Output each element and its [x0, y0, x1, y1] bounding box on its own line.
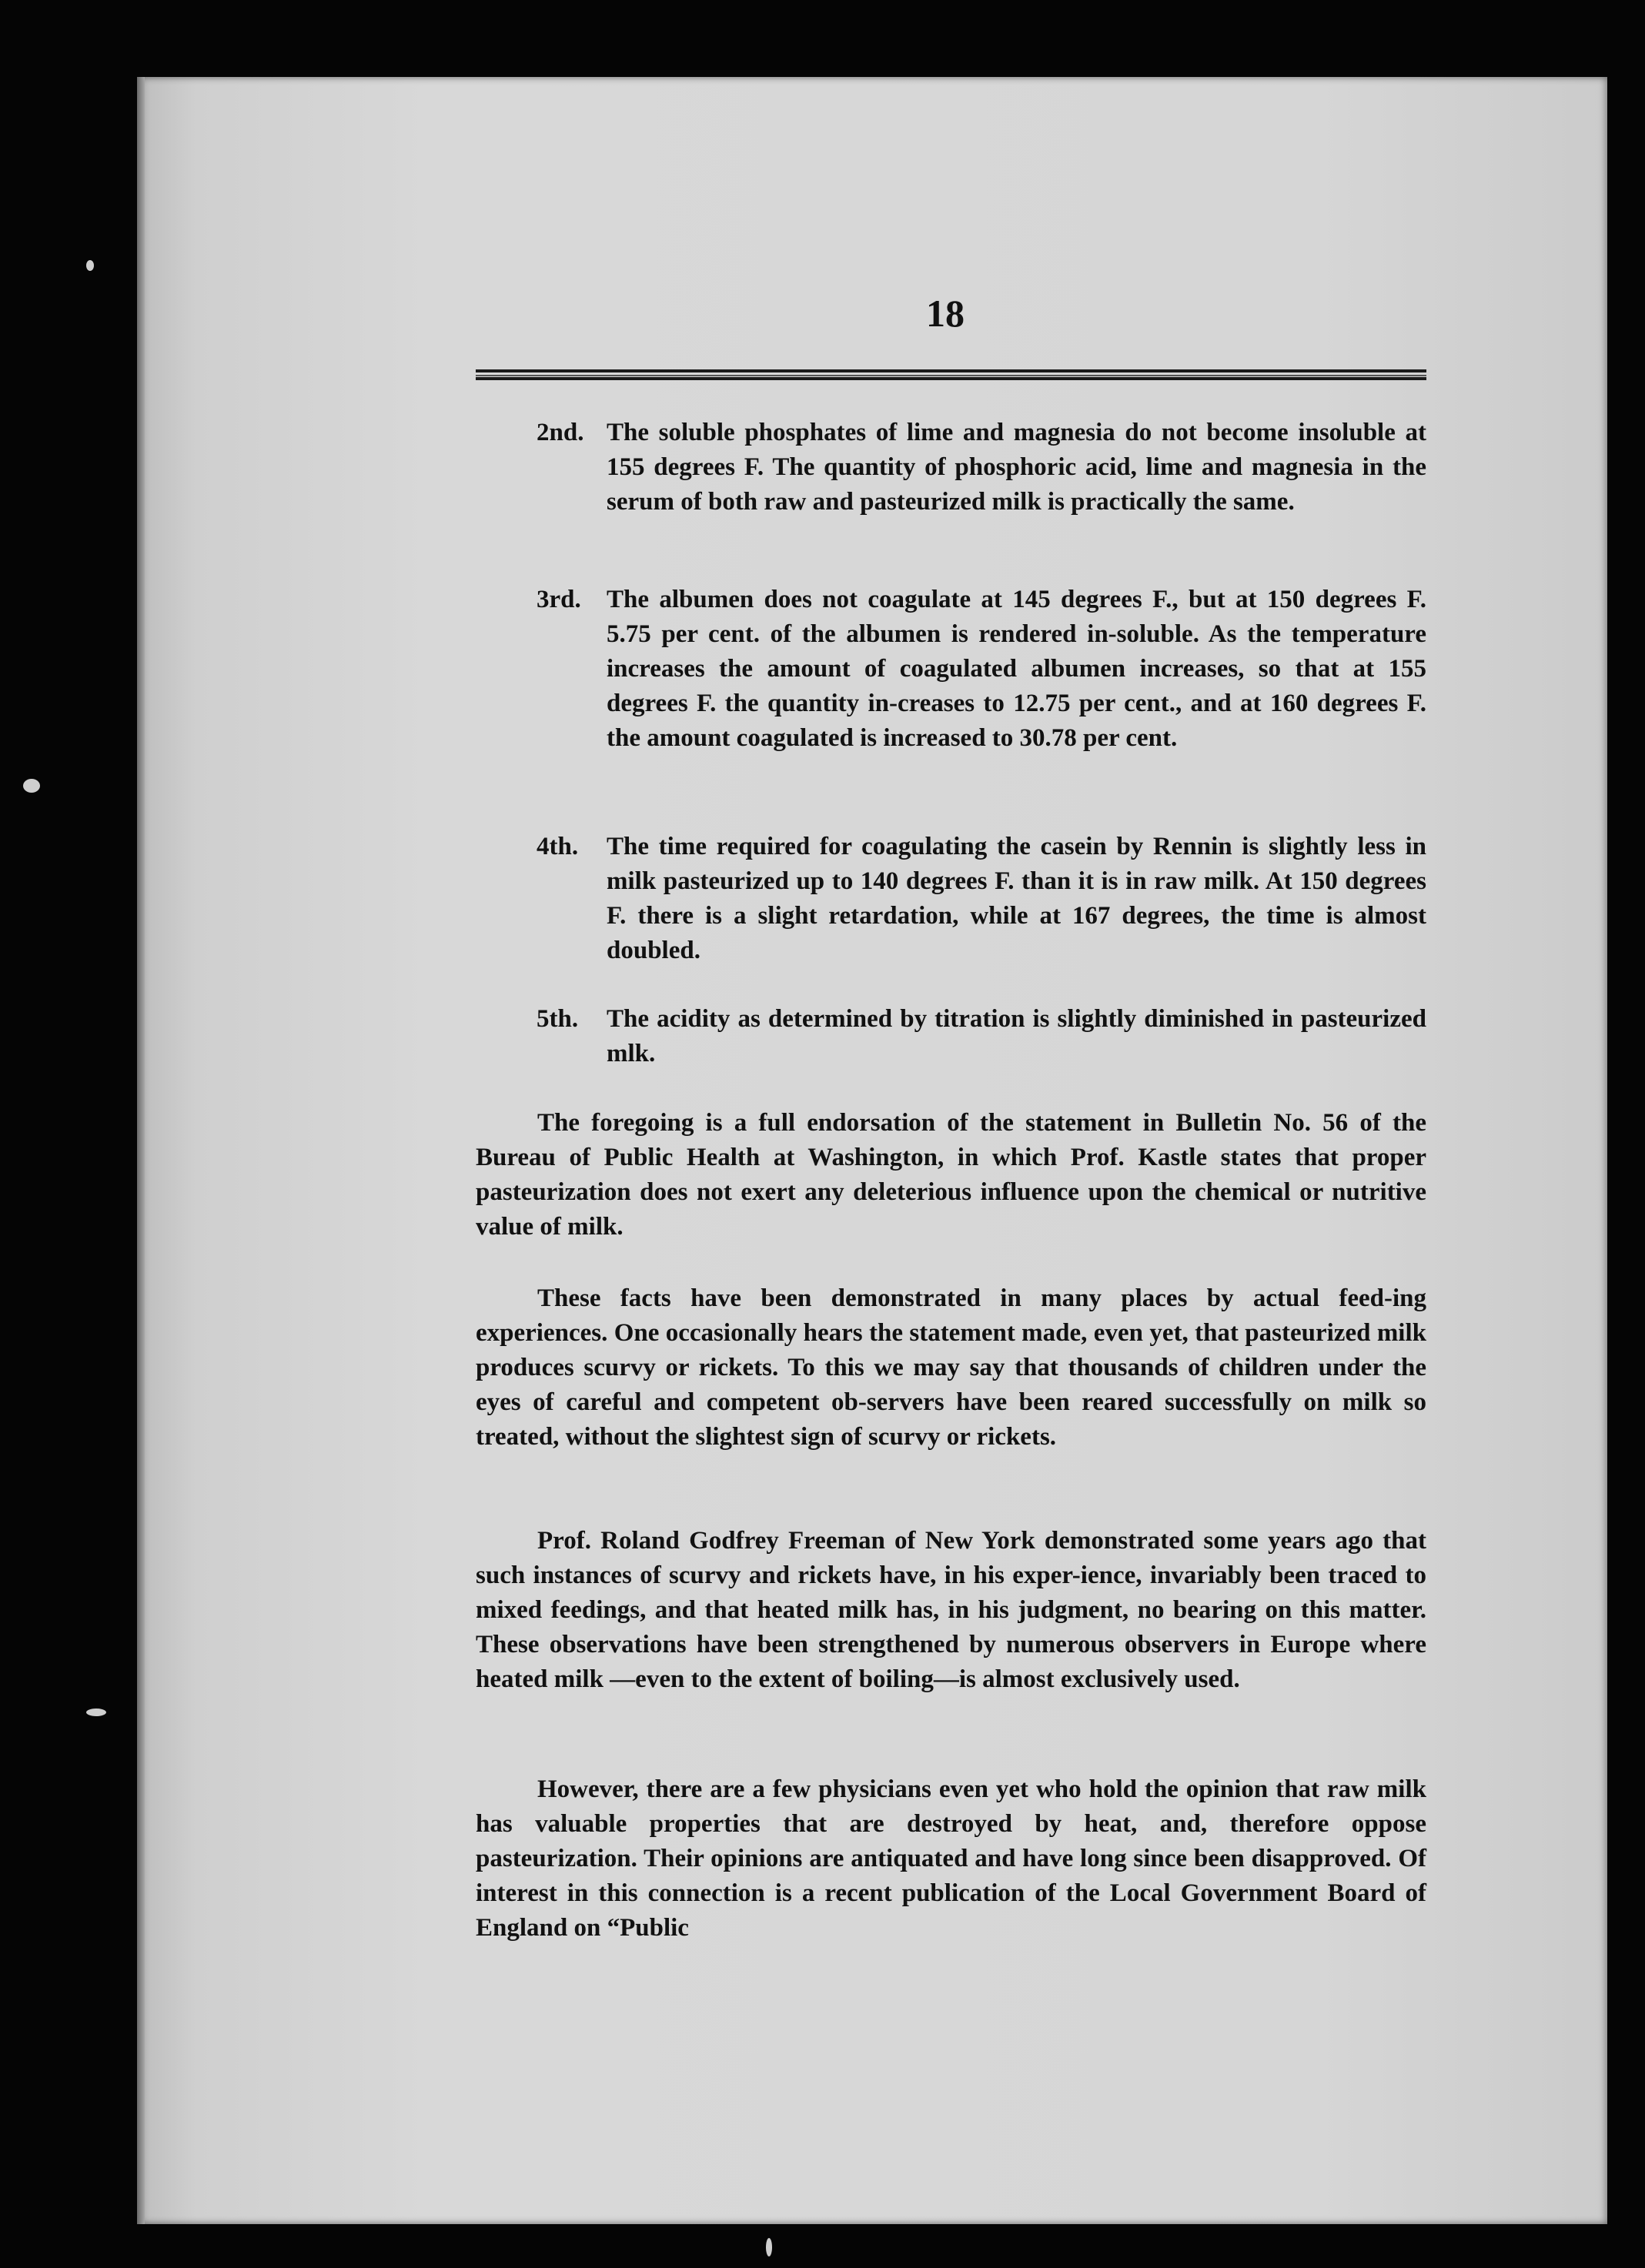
body-paragraph: Prof. Roland Godfrey Freeman of New York demonstrated some years ago that such instances of scurvy and rickets have, in his exper-ience, invariably been traced to mixed feedings, and that heated milk has, in his judgment, no bearing on this matter. These observations have been strengthened by numerous observers in Europe where heated milk —even to the extent of boiling—is almost exclusively used.	[476, 1527, 1426, 1693]
edge-speck	[86, 1709, 106, 1716]
header-rule	[476, 369, 1426, 380]
body-paragraph: The foregoing is a full endorsation of the statement in Bulletin No. 56 of the Bureau of Public Health at Washington, in which Prof. Kastle states that proper pasteurization does not exert any deleterious influence upon the chemical or nutritive value of milk.	[476, 1109, 1426, 1241]
list-item-label: 5th.	[537, 1005, 579, 1033]
list-item-label: 2nd.	[537, 419, 584, 446]
list-item-label: 4th.	[537, 833, 579, 860]
list-item-text: The soluble phosphates of lime and magnesia do not become insoluble at 155 degrees F. The quantity of phosphoric acid, lime and magnesia in the serum of both raw and pasteurized milk is practically the same.	[607, 419, 1426, 516]
list-item	[537, 1002, 1426, 1071]
edge-speck	[86, 260, 94, 271]
page-shadow-edge	[137, 77, 145, 2224]
list-item-text: The time required for coagulating the casein by Rennin is slightly less in milk pasteurized up to 140 degrees F. than it is in raw milk. At 150 degrees F. there is a slight retardation, while at 167 degrees, the time is almost doubled.	[607, 833, 1426, 964]
list-item-label: 3rd.	[537, 586, 581, 613]
edge-speck	[23, 779, 40, 793]
list-item-text: The albumen does not coagulate at 145 degrees F., but at 150 degrees F. 5.75 per cent. of the albumen is rendered in-soluble. As the temperature increases the amount of coagulated albumen increases, so that at 155 degrees F. the quantity in-creases to 12.75 per cent., and at 160 degrees F. the amount coagulated is increased to 30.78 per cent.	[607, 586, 1426, 752]
edge-speck	[766, 2238, 772, 2256]
body-paragraph: These facts have been demonstrated in many places by actual feed-ing experiences. One occasionally hears the statement made, even yet, that pasteurized milk produces scurvy or rickets. To this we may say that thousands of children under the eyes of careful and competent ob-servers have been reared successfully on milk so treated, without the slightest sign of scurvy or rickets.	[476, 1284, 1426, 1451]
body-paragraph: However, there are a few physicians even yet who hold the opinion that raw milk has valuable properties that are destroyed by heat, and, therefore oppose pasteurization. Their opinions are antiquated and have long since been disapproved. Of interest in this connection is a recent publication of the Local Government Board of England on “Public	[476, 1775, 1426, 1942]
page-number: 18	[926, 292, 965, 335]
header-rule-inner	[476, 375, 1426, 376]
list-item	[537, 583, 1426, 756]
list-item	[537, 416, 1426, 519]
list-item-text: The acidity as determined by titration is slightly diminished in pasteurized mlk.	[607, 1005, 1426, 1067]
list-item	[537, 830, 1426, 968]
